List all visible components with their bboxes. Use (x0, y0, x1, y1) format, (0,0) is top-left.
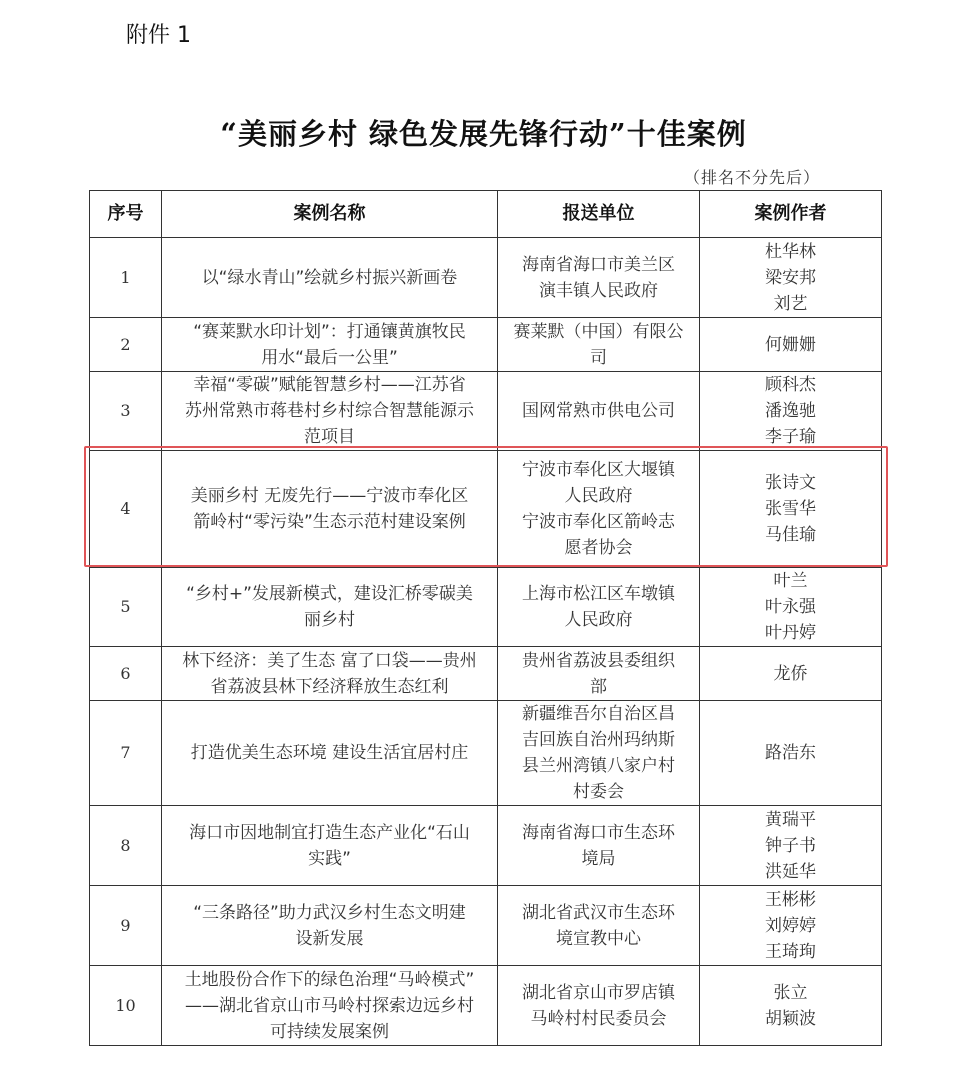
cell-case-authors (700, 806, 882, 886)
cell-case-name (162, 238, 498, 318)
cell-submitting-unit (498, 701, 700, 806)
cell-submitting-unit-line: 人民政府 (564, 486, 633, 506)
cell-submitting-unit-line: 赛莱默（中国）有限公 (513, 321, 684, 342)
cell-submitting-unit-line: 境局 (581, 848, 616, 869)
cell-case-authors-line: 张立 (773, 982, 808, 1003)
cell-case-name-line: “三条路径”助力武汉乡村生态文明建 (193, 902, 466, 923)
cell-submitting-unit-line: 演丰镇人民政府 (539, 280, 658, 301)
cell-case-authors-line: 龙侨 (773, 663, 808, 684)
cell-case-authors (700, 886, 882, 966)
cell-case-name (162, 568, 498, 647)
cell-case-name-line: 设新发展 (295, 928, 364, 949)
cell-case-authors (700, 568, 882, 647)
cell-case-name-line: 土地股份合作下的绿色治理“马岭模式” (184, 969, 475, 990)
table-row (90, 806, 882, 886)
cell-number: 1 (90, 238, 162, 318)
cell-number: 2 (90, 318, 162, 372)
cell-case-authors-line: 杜华林 (765, 241, 816, 262)
cell-case-name-line: 实践” (308, 848, 351, 869)
ranking-note: （排名不分先后） (684, 168, 821, 187)
header-case-authors: 案例作者 (700, 191, 882, 238)
cell-case-name-line: 以“绿水青山”绘就乡村振兴新画卷 (201, 267, 458, 288)
cell-case-name-line: 海口市因地制宜打造生态产业化“石山 (189, 822, 470, 843)
cell-case-authors-line: 何姗姗 (765, 334, 816, 355)
cell-case-name-line: 美丽乡村 无废先行——宁波市奉化区 (190, 486, 469, 506)
table-row (90, 318, 882, 372)
cell-case-name-line: 打造优美生态环境 建设生活宜居村庄 (190, 743, 469, 763)
attachment-label: 附件 1 (126, 23, 191, 48)
table-row (90, 886, 882, 966)
cell-submitting-unit (498, 372, 700, 451)
cell-number: 6 (90, 647, 162, 701)
cell-case-authors-line: 王琦珣 (765, 941, 816, 962)
cell-case-name (162, 318, 498, 372)
cell-case-authors-line: 叶丹婷 (765, 623, 816, 643)
cell-case-authors-line: 叶兰 (773, 571, 808, 591)
cell-case-authors-line: 路浩东 (765, 743, 816, 763)
cell-submitting-unit-line: 境宣教中心 (556, 928, 641, 949)
cell-case-authors (700, 238, 882, 318)
cell-case-name-line: 箭岭村“零污染”生态示范村建设案例 (193, 512, 466, 532)
cell-submitting-unit-line: 贵州省荔波县委组织 (522, 650, 675, 671)
table-row (90, 372, 882, 451)
cell-case-name (162, 966, 498, 1046)
table-row (90, 966, 882, 1046)
header-case-name: 案例名称 (162, 191, 498, 238)
table-row (90, 701, 882, 806)
cell-submitting-unit (498, 966, 700, 1046)
cell-submitting-unit-line: 愿者协会 (564, 538, 633, 558)
table-row (90, 238, 882, 318)
cell-submitting-unit-line: 吉回族自治州玛纳斯 (522, 730, 675, 750)
cell-case-authors (700, 372, 882, 451)
cell-case-name-line: 省荔波县林下经济释放生态红利 (210, 676, 449, 697)
cell-submitting-unit (498, 647, 700, 701)
header-number: 序号 (90, 191, 162, 238)
cell-case-authors-line: 胡颖波 (765, 1008, 816, 1029)
cell-case-name-line: “赛莱默水印计划”：打通镶黄旗牧民 (193, 321, 466, 342)
cell-case-name (162, 372, 498, 451)
cell-case-name-line: 幸福“零碳”赋能智慧乡村——江苏省 (193, 375, 466, 395)
cell-case-name (162, 451, 498, 568)
cell-submitting-unit-line: 县兰州湾镇八家户村 (522, 756, 675, 776)
cell-submitting-unit-line: 国网常熟市供电公司 (522, 401, 675, 421)
cell-case-authors (700, 451, 882, 568)
cell-submitting-unit (498, 451, 700, 568)
cell-case-name (162, 806, 498, 886)
cell-case-authors-line: 张雪华 (765, 499, 816, 519)
cell-submitting-unit-line: 部 (590, 676, 607, 697)
cell-case-authors-line: 潘逸驰 (765, 401, 816, 421)
cell-case-name (162, 701, 498, 806)
cell-submitting-unit (498, 886, 700, 966)
cell-case-authors-line: 王彬彬 (765, 889, 816, 910)
cell-submitting-unit (498, 806, 700, 886)
cell-submitting-unit-line: 海南省海口市生态环 (522, 822, 675, 843)
cell-case-name-line: 用水“最后一公里” (261, 347, 398, 368)
header-submitting-unit: 报送单位 (498, 191, 700, 238)
cell-case-name-line: 范项目 (304, 427, 355, 447)
cell-case-authors (700, 966, 882, 1046)
cell-number: 9 (90, 886, 162, 966)
cell-case-authors (700, 647, 882, 701)
cell-case-authors-line: 洪延华 (765, 861, 816, 882)
cell-case-name-line: “乡村+”发展新模式，建设汇桥零碳美 (186, 584, 473, 604)
cell-submitting-unit-line: 司 (590, 347, 607, 368)
cell-submitting-unit-line: 马岭村村民委员会 (530, 1008, 667, 1029)
cell-case-name-line: 可持续发展案例 (270, 1021, 389, 1042)
cases-table (89, 190, 882, 1046)
cell-case-authors-line: 叶永强 (765, 597, 816, 617)
cell-case-authors-line: 刘艺 (773, 293, 808, 314)
cell-case-name-line: 苏州常熟市蒋巷村乡村综合智慧能源示 (185, 401, 474, 421)
cell-number: 4 (90, 451, 162, 568)
cell-number: 8 (90, 806, 162, 886)
table-row (90, 451, 882, 568)
cell-case-authors-line: 钟子书 (765, 835, 816, 856)
cell-submitting-unit-line: 上海市松江区车墩镇 (522, 584, 675, 604)
cell-case-name-line: 林下经济：美了生态 富了口袋——贵州 (182, 650, 477, 671)
cell-submitting-unit (498, 568, 700, 647)
cell-case-authors-line: 梁安邦 (765, 267, 816, 288)
document-title: “美丽乡村 绿色发展先锋行动”十佳案例 (220, 117, 747, 151)
cell-case-authors-line: 张诗文 (765, 473, 816, 493)
cell-number: 3 (90, 372, 162, 451)
cell-number: 5 (90, 568, 162, 647)
cell-submitting-unit-line: 湖北省武汉市生态环 (522, 902, 675, 923)
cell-submitting-unit-line: 人民政府 (564, 610, 633, 630)
cell-case-authors-line: 黄瑞平 (765, 809, 816, 830)
cell-case-authors-line: 马佳瑜 (765, 525, 816, 545)
cell-submitting-unit-line: 湖北省京山市罗店镇 (522, 982, 675, 1003)
cell-submitting-unit-line: 海南省海口市美兰区 (522, 254, 675, 275)
cell-submitting-unit (498, 238, 700, 318)
cell-case-authors-line: 刘婷婷 (765, 915, 816, 936)
cell-submitting-unit-line: 宁波市奉化区大堰镇 (522, 460, 675, 480)
cell-number: 10 (90, 966, 162, 1046)
cell-case-authors (700, 318, 882, 372)
cell-number: 7 (90, 701, 162, 806)
cell-case-name-line: 丽乡村 (304, 610, 355, 630)
cell-case-name (162, 647, 498, 701)
cell-submitting-unit (498, 318, 700, 372)
table-row (90, 568, 882, 647)
cell-case-authors-line: 李子瑜 (765, 427, 816, 447)
table-row (90, 647, 882, 701)
cell-submitting-unit-line: 新疆维吾尔自治区昌 (522, 704, 675, 724)
cell-case-name-line: ——湖北省京山市马岭村探索边远乡村 (185, 995, 474, 1016)
cell-case-authors-line: 顾科杰 (765, 375, 816, 395)
cell-submitting-unit-line: 宁波市奉化区箭岭志 (522, 512, 675, 532)
table-header-row (90, 191, 882, 238)
cell-submitting-unit-line: 村委会 (573, 782, 624, 802)
cell-case-name (162, 886, 498, 966)
cell-case-authors (700, 701, 882, 806)
